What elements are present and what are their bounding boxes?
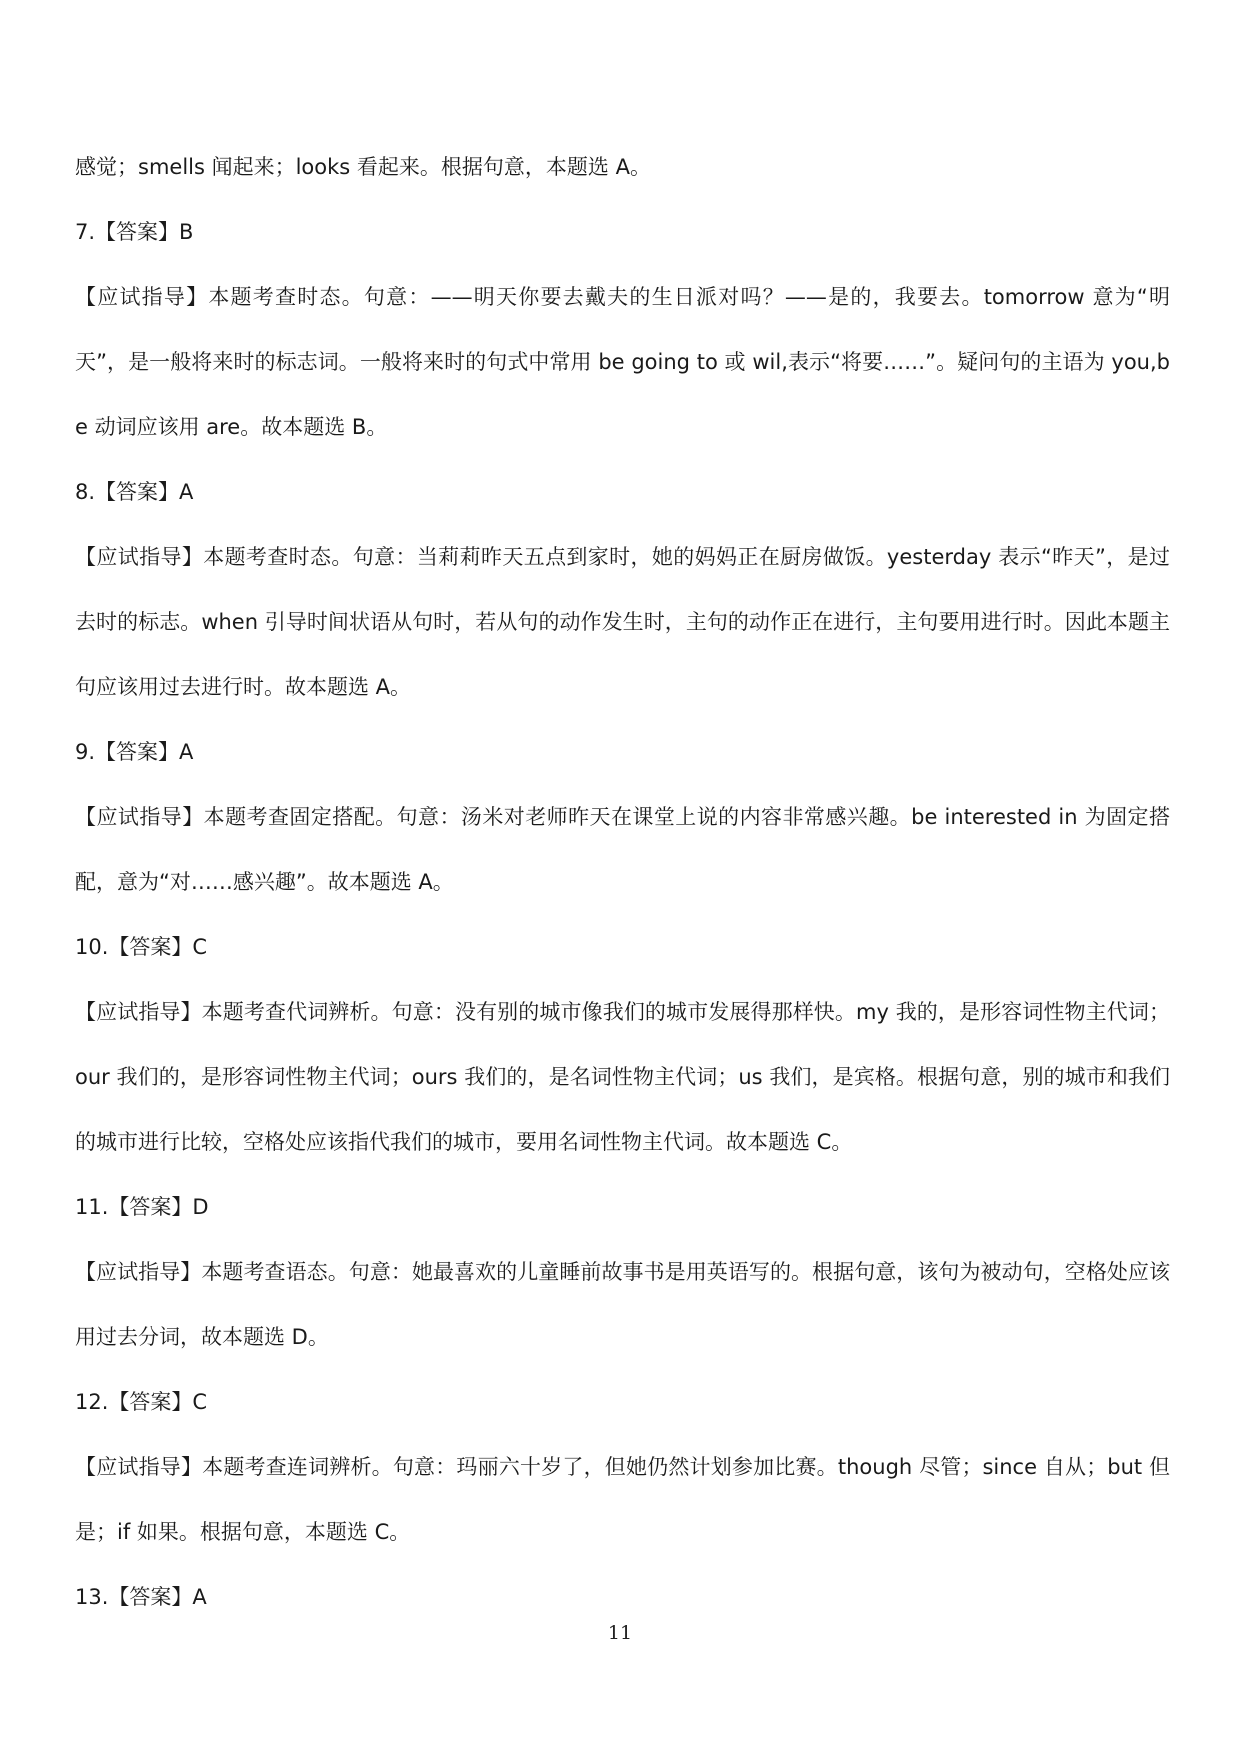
explanation-7: 【应试指导】本题考查时态。句意：——明天你要去戴夫的生日派对吗？——是的，我要去。tomorrow 意为“明天”，是一般将来时的标志词。一般将来时的句式中常用 be going to 或 wil,表示“将要……”。疑问句的主语为 you,be 动词应该用 are。故本题选 B。 (75, 285, 1170, 439)
explanation-10: 【应试指导】本题考查代词辨析。句意：没有别的城市像我们的城市发展得那样快。my 我的，是形容词性物主代词；our 我们的，是形容词性物主代词；ours 我们的，是名词性物主代词；us 我们，是宾格。根据句意，别的城市和我们的城市进行比较，空格处应该指代我们的城市，要用名词性物主代词。故本题选 C。 (75, 1000, 1170, 1154)
answer-7: 7.【答案】B (75, 220, 194, 244)
answer-13: 13.【答案】A (75, 1585, 207, 1609)
answer-9: 9.【答案】A (75, 740, 194, 764)
page-number: 11 (607, 1622, 633, 1644)
continuation-text: 感觉；smells 闻起来；looks 看起来。根据句意，本题选 A。 (75, 155, 651, 179)
explanation-12: 【应试指导】本题考查连词辨析。句意：玛丽六十岁了，但她仍然计划参加比赛。though 尽管；since 自从；but 但是；if 如果。根据句意，本题选 C。 (75, 1455, 1170, 1544)
answer-explanations (75, 135, 1170, 1630)
explanation-9: 【应试指导】本题考查固定搭配。句意：汤米对老师昨天在课堂上说的内容非常感兴趣。be interested in 为固定搭配，意为“对……感兴趣”。故本题选 A。 (75, 805, 1170, 894)
answer-11: 11.【答案】D (75, 1195, 209, 1219)
answer-8: 8.【答案】A (75, 480, 194, 504)
explanation-11: 【应试指导】本题考查语态。句意：她最喜欢的儿童睡前故事书是用英语写的。根据句意，该句为被动句，空格处应该用过去分词，故本题选 D。 (75, 1260, 1170, 1349)
answer-10: 10.【答案】C (75, 935, 208, 959)
explanation-8: 【应试指导】本题考查时态。句意：当莉莉昨天五点到家时，她的妈妈正在厨房做饭。yesterday 表示“昨天”，是过去时的标志。when 引导时间状语从句时，若从句的动作发生时，主句的动作正在进行，主句要用进行时。因此本题主句应该用过去进行时。故本题选 A。 (75, 545, 1170, 699)
answer-12: 12.【答案】C (75, 1390, 208, 1414)
